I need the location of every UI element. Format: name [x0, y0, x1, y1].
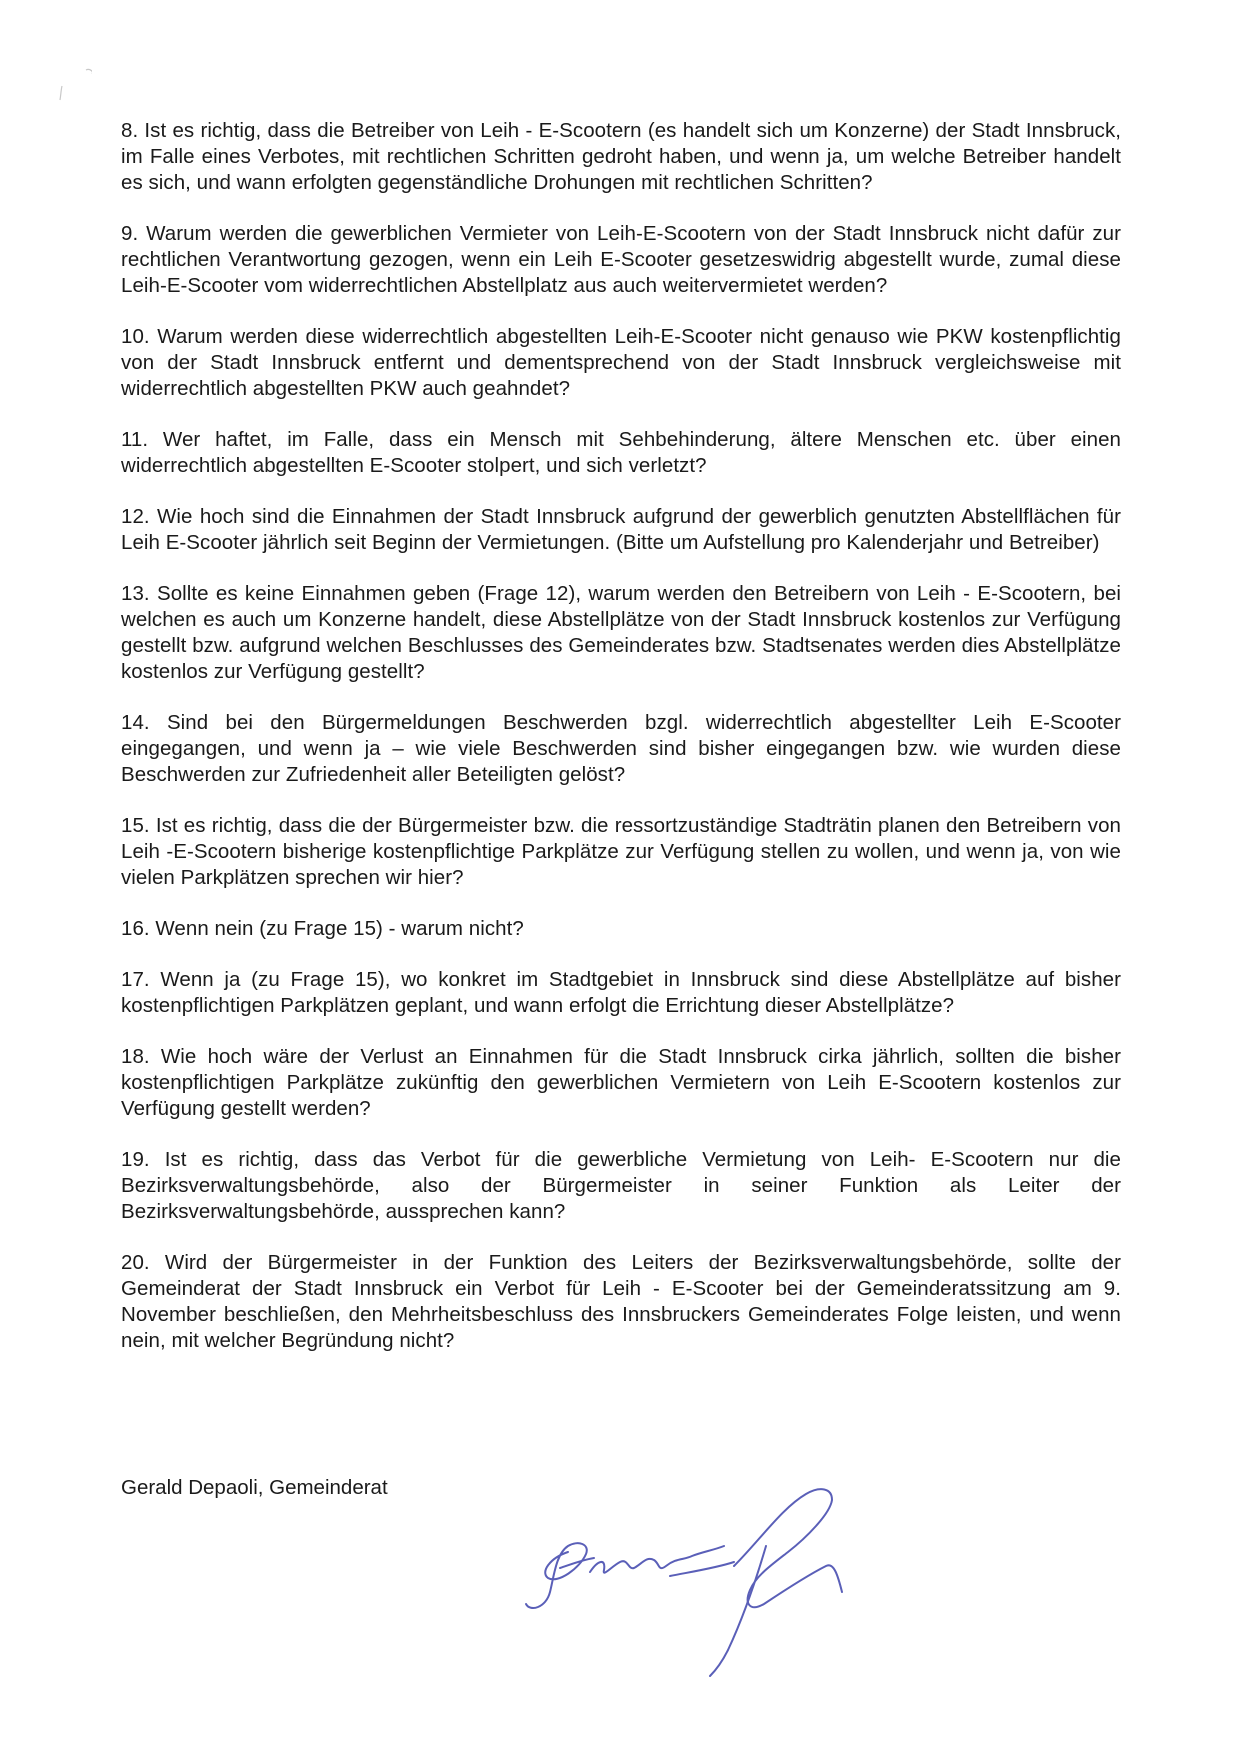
question-17: 17. Wenn ja (zu Frage 15), wo konkret im Stadtgebiet in Innsbruck sind diese Abstellplätze auf bisher kostenpflichtigen Parkplätzen geplant, und wann erfolgt die Errichtung dieser Abstellplätze? [121, 968, 1121, 1017]
author-signature-line: Gerald Depaoli, Gemeinderat [121, 1476, 388, 1499]
question-14: 14. Sind bei den Bürgermeldungen Beschwerden bzgl. widerrechtlich abgestellter Leih E-Scooter eingegangen, und wenn ja – wie viele Beschwerden sind bisher eingegangen bzw. wie wurden diese Beschwerden zur Zufriedenheit aller Beteiligten gelöst? [121, 711, 1121, 786]
question-list [121, 118, 1121, 1354]
question-20: 20. Wird der Bürgermeister in der Funktion des Leiters der Bezirksverwaltungsbehörde, sollte der Gemeinderat der Stadt Innsbruck ein Verbot für Leih - E-Scooter bei der Gemeinderatssitzung am 9. November beschließen, den Mehrheitsbeschluss des Innsbruckers Gemeinderates Folge leisten, und wenn nein, mit welcher Begründung nicht? [121, 1251, 1121, 1352]
question-13: 13. Sollte es keine Einnahmen geben (Frage 12), warum werden den Betreibern von Leih - E-Scootern, bei welchen es auch um Konzerne handelt, diese Abstellplätze von der Stadt Innsbruck kostenlos zur Verfügung gestellt bzw. aufgrund welchen Beschlusses des Gemeinderates bzw. Stadtsenates werden dies Abstellplätze kostenlos zur Verfügung gestellt? [121, 582, 1121, 683]
question-10: 10. Warum werden diese widerrechtlich abgestellten Leih-E-Scooter nicht genauso wie PKW kostenpflichtig von der Stadt Innsbruck entfernt und dementsprechend von der Stadt Innsbruck vergleichsweise mit widerrechtlich abgestellten PKW auch geahndet? [121, 325, 1121, 400]
question-19: 19. Ist es richtig, dass das Verbot für die gewerbliche Vermietung von Leih- E-Scootern nur die Bezirksverwaltungsbehörde, also der Bürgermeister in seiner Funktion als Leiter der Bezirksverwaltungsbehörde, aussprechen kann? [121, 1148, 1121, 1223]
question-12: 12. Wie hoch sind die Einnahmen der Stadt Innsbruck aufgrund der gewerblich genutzten Abstellflächen für Leih E-Scooter jährlich seit Beginn der Vermietungen. (Bitte um Aufstellung pro Kalenderjahr und Betreiber) [121, 505, 1121, 554]
question-15: 15. Ist es richtig, dass die der Bürgermeister bzw. die ressortzuständige Stadträtin planen den Betreibern von Leih -E-Scootern bisherige kostenpflichtige Parkplätze zur Verfügung stellen zu wollen, und wenn ja, von wie vielen Parkplätzen sprechen wir hier? [121, 814, 1121, 889]
question-9: 9. Warum werden die gewerblichen Vermieter von Leih-E-Scootern von der Stadt Innsbruck nicht dafür zur rechtlichen Verantwortung gezogen, wenn ein Leih E-Scooter gesetzeswidrig abgestellt wurde, zumal diese Leih-E-Scooter vom widerrechtlichen Abstellplatz aus auch weitervermietet werden? [121, 222, 1121, 297]
handwritten-signature [520, 1480, 950, 1680]
question-16: 16. Wenn nein (zu Frage 15) - warum nicht? [121, 917, 524, 940]
question-18: 18. Wie hoch wäre der Verlust an Einnahmen für die Stadt Innsbruck cirka jährlich, sollten die bisher kostenpflichtigen Parkplätze zukünftig den gewerblichen Vermietern von Leih E-Scootern kostenlos zur Verfügung gestellt werden? [121, 1045, 1121, 1120]
question-11: 11. Wer haftet, im Falle, dass ein Mensch mit Sehbehinderung, ältere Menschen etc. über einen widerrechtlich abgestellten E-Scooter stolpert, und sich verletzt? [121, 428, 1121, 477]
question-8: 8. Ist es richtig, dass die Betreiber von Leih - E-Scootern (es handelt sich um Konzerne) der Stadt Innsbruck, im Falle eines Verbotes, mit rechtlichen Schritten gedroht haben, und wenn ja, um welche Betreiber handelt es sich, und wann erfolgten gegenständliche Drohungen mit rechtlichen Schritten? [121, 119, 1121, 194]
scan-mark [52, 64, 92, 104]
